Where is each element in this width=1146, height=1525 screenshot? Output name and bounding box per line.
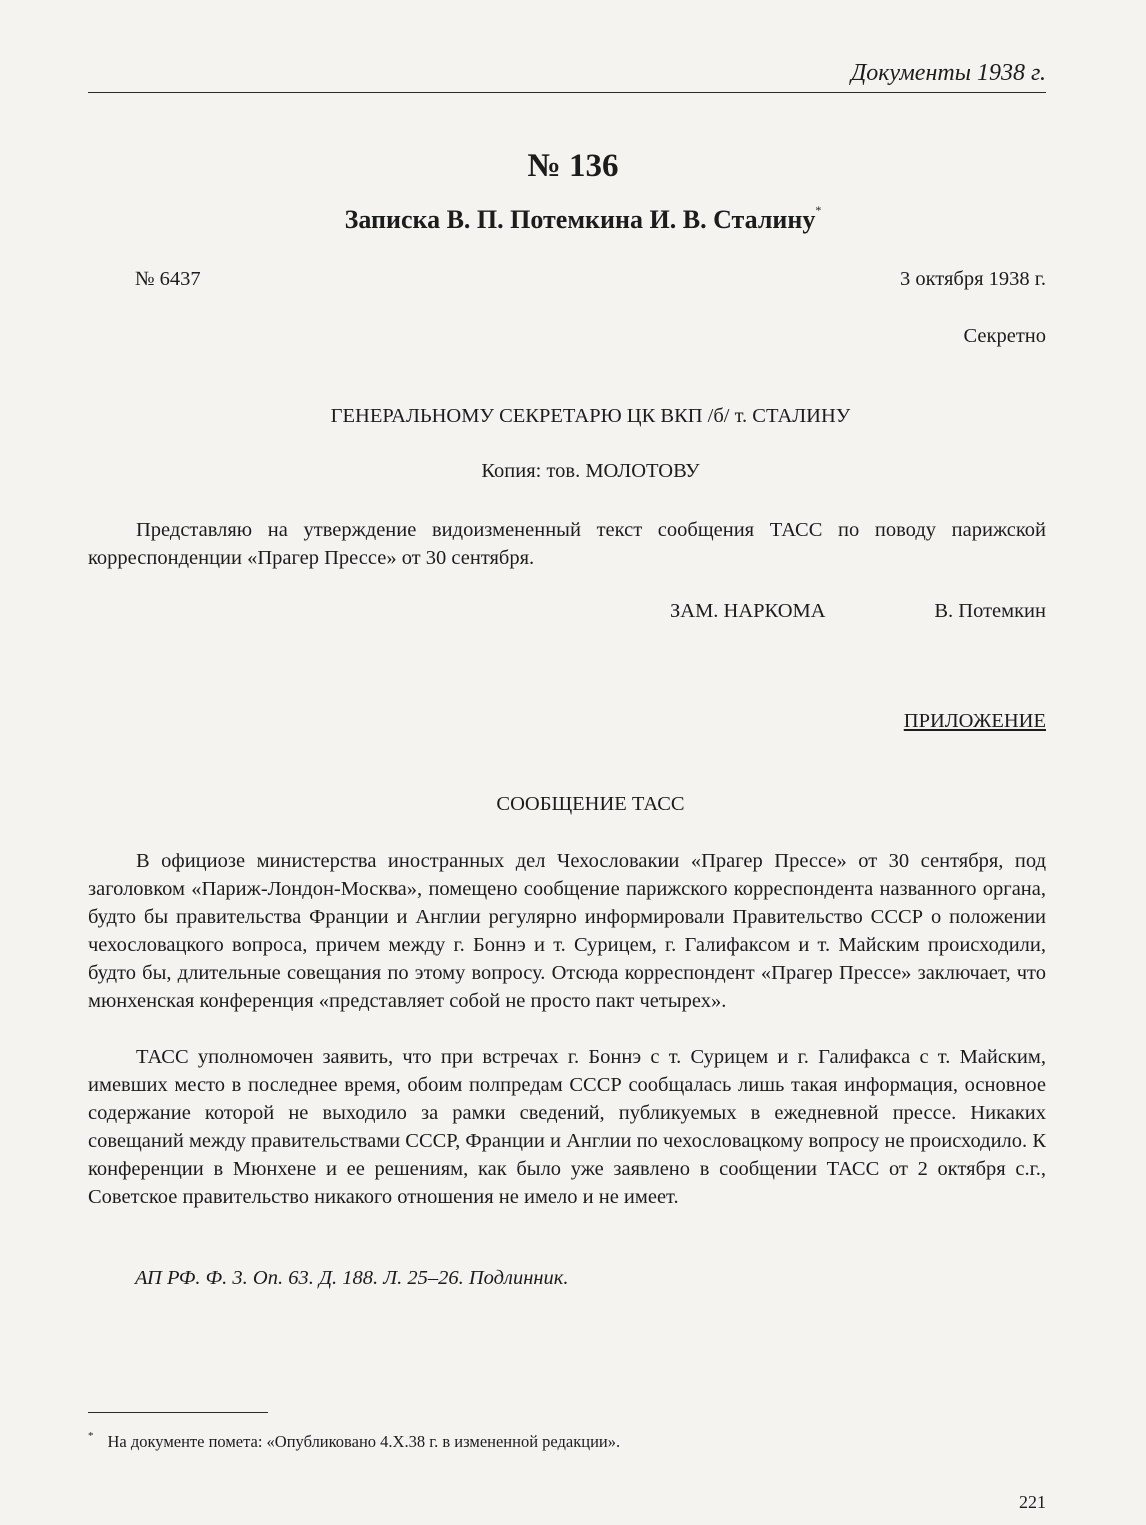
signature-position: ЗАМ. НАРКОМА xyxy=(670,600,826,622)
archive-source: АП РФ. Ф. 3. Оп. 63. Д. 188. Л. 25–26. Подлинник. xyxy=(135,1267,569,1289)
intro-paragraph: Представляю на утверждение видоизмененный текст сообщения ТАСС по поводу парижской корреспонденции «Прагер Прессе» от 30 сентября. xyxy=(88,519,1046,569)
document-number: № 136 xyxy=(527,148,619,184)
registration-number: № 6437 xyxy=(135,268,201,290)
footnote-mark: * xyxy=(88,1430,94,1442)
document-title-text: Записка В. П. Потемкина И. В. Сталину xyxy=(344,205,816,234)
appendix-label: ПРИЛОЖЕНИЕ xyxy=(903,710,1046,732)
footnote-text: На документе помета: «Опубликовано 4.X.38 г. в измененной редакции». xyxy=(107,1432,621,1451)
running-title: Документы 1938 г. xyxy=(850,60,1046,86)
document-title xyxy=(0,203,1146,235)
addressee: ГЕНЕРАЛЬНОМУ СЕКРЕТАРЮ ЦК ВКП /б/ т. СТАЛИНУ xyxy=(330,405,851,427)
signature-name: В. Потемкин xyxy=(934,600,1046,622)
tass-paragraph-2: ТАСС уполномочен заявить, что при встречах г. Боннэ с т. Сурицем и г. Галифакса с т. Майским, имевших место в последнее время, обоим полпредам СССР сообщалась лишь такая информация, основное содержание которой не выходило за рамки сведений, публикуемых в ежедневной прессе. Никаких совещаний между правительствами СССР, Франции и Англии по чехословацкому вопросу не происходило. К конференции в Мюнхене и ее решениям, как было уже заявлено в сообщении ТАСС от 2 октября с.г., Советское правительство никакого отношения не имело и не имеет. xyxy=(88,1046,1046,1208)
footnote-rule xyxy=(88,1412,268,1413)
title-footnote-mark: * xyxy=(815,203,822,217)
tass-message-title: СООБЩЕНИЕ ТАСС xyxy=(496,793,685,815)
document-date: 3 октября 1938 г. xyxy=(899,268,1046,290)
header-rule xyxy=(88,92,1046,93)
classification-stamp: Секретно xyxy=(963,325,1046,347)
tass-paragraph-1: В официозе министерства иностранных дел Чехословакии «Прагер Прессе» от 30 сентября, под заголовком «Париж-Лондон-Москва», помещено сообщение парижского корреспондента названного органа, будто бы правительства Франции и Англии регулярно информировали Правительство СССР о положении чехословацкого вопроса, причем между г. Боннэ и т. Сурицем, г. Галифаксом и т. Майским происходили, будто бы, длительные совещания по этому вопросу. Отсюда корреспондент «Прагер Прессе» заключает, что мюнхенская конференция «представляет собой не просто пакт четырех». xyxy=(88,850,1046,1012)
copy-recipient: Копия: тов. МОЛОТОВУ xyxy=(481,460,700,482)
page-number: 221 xyxy=(1019,1492,1046,1512)
footnote xyxy=(88,1430,620,1452)
